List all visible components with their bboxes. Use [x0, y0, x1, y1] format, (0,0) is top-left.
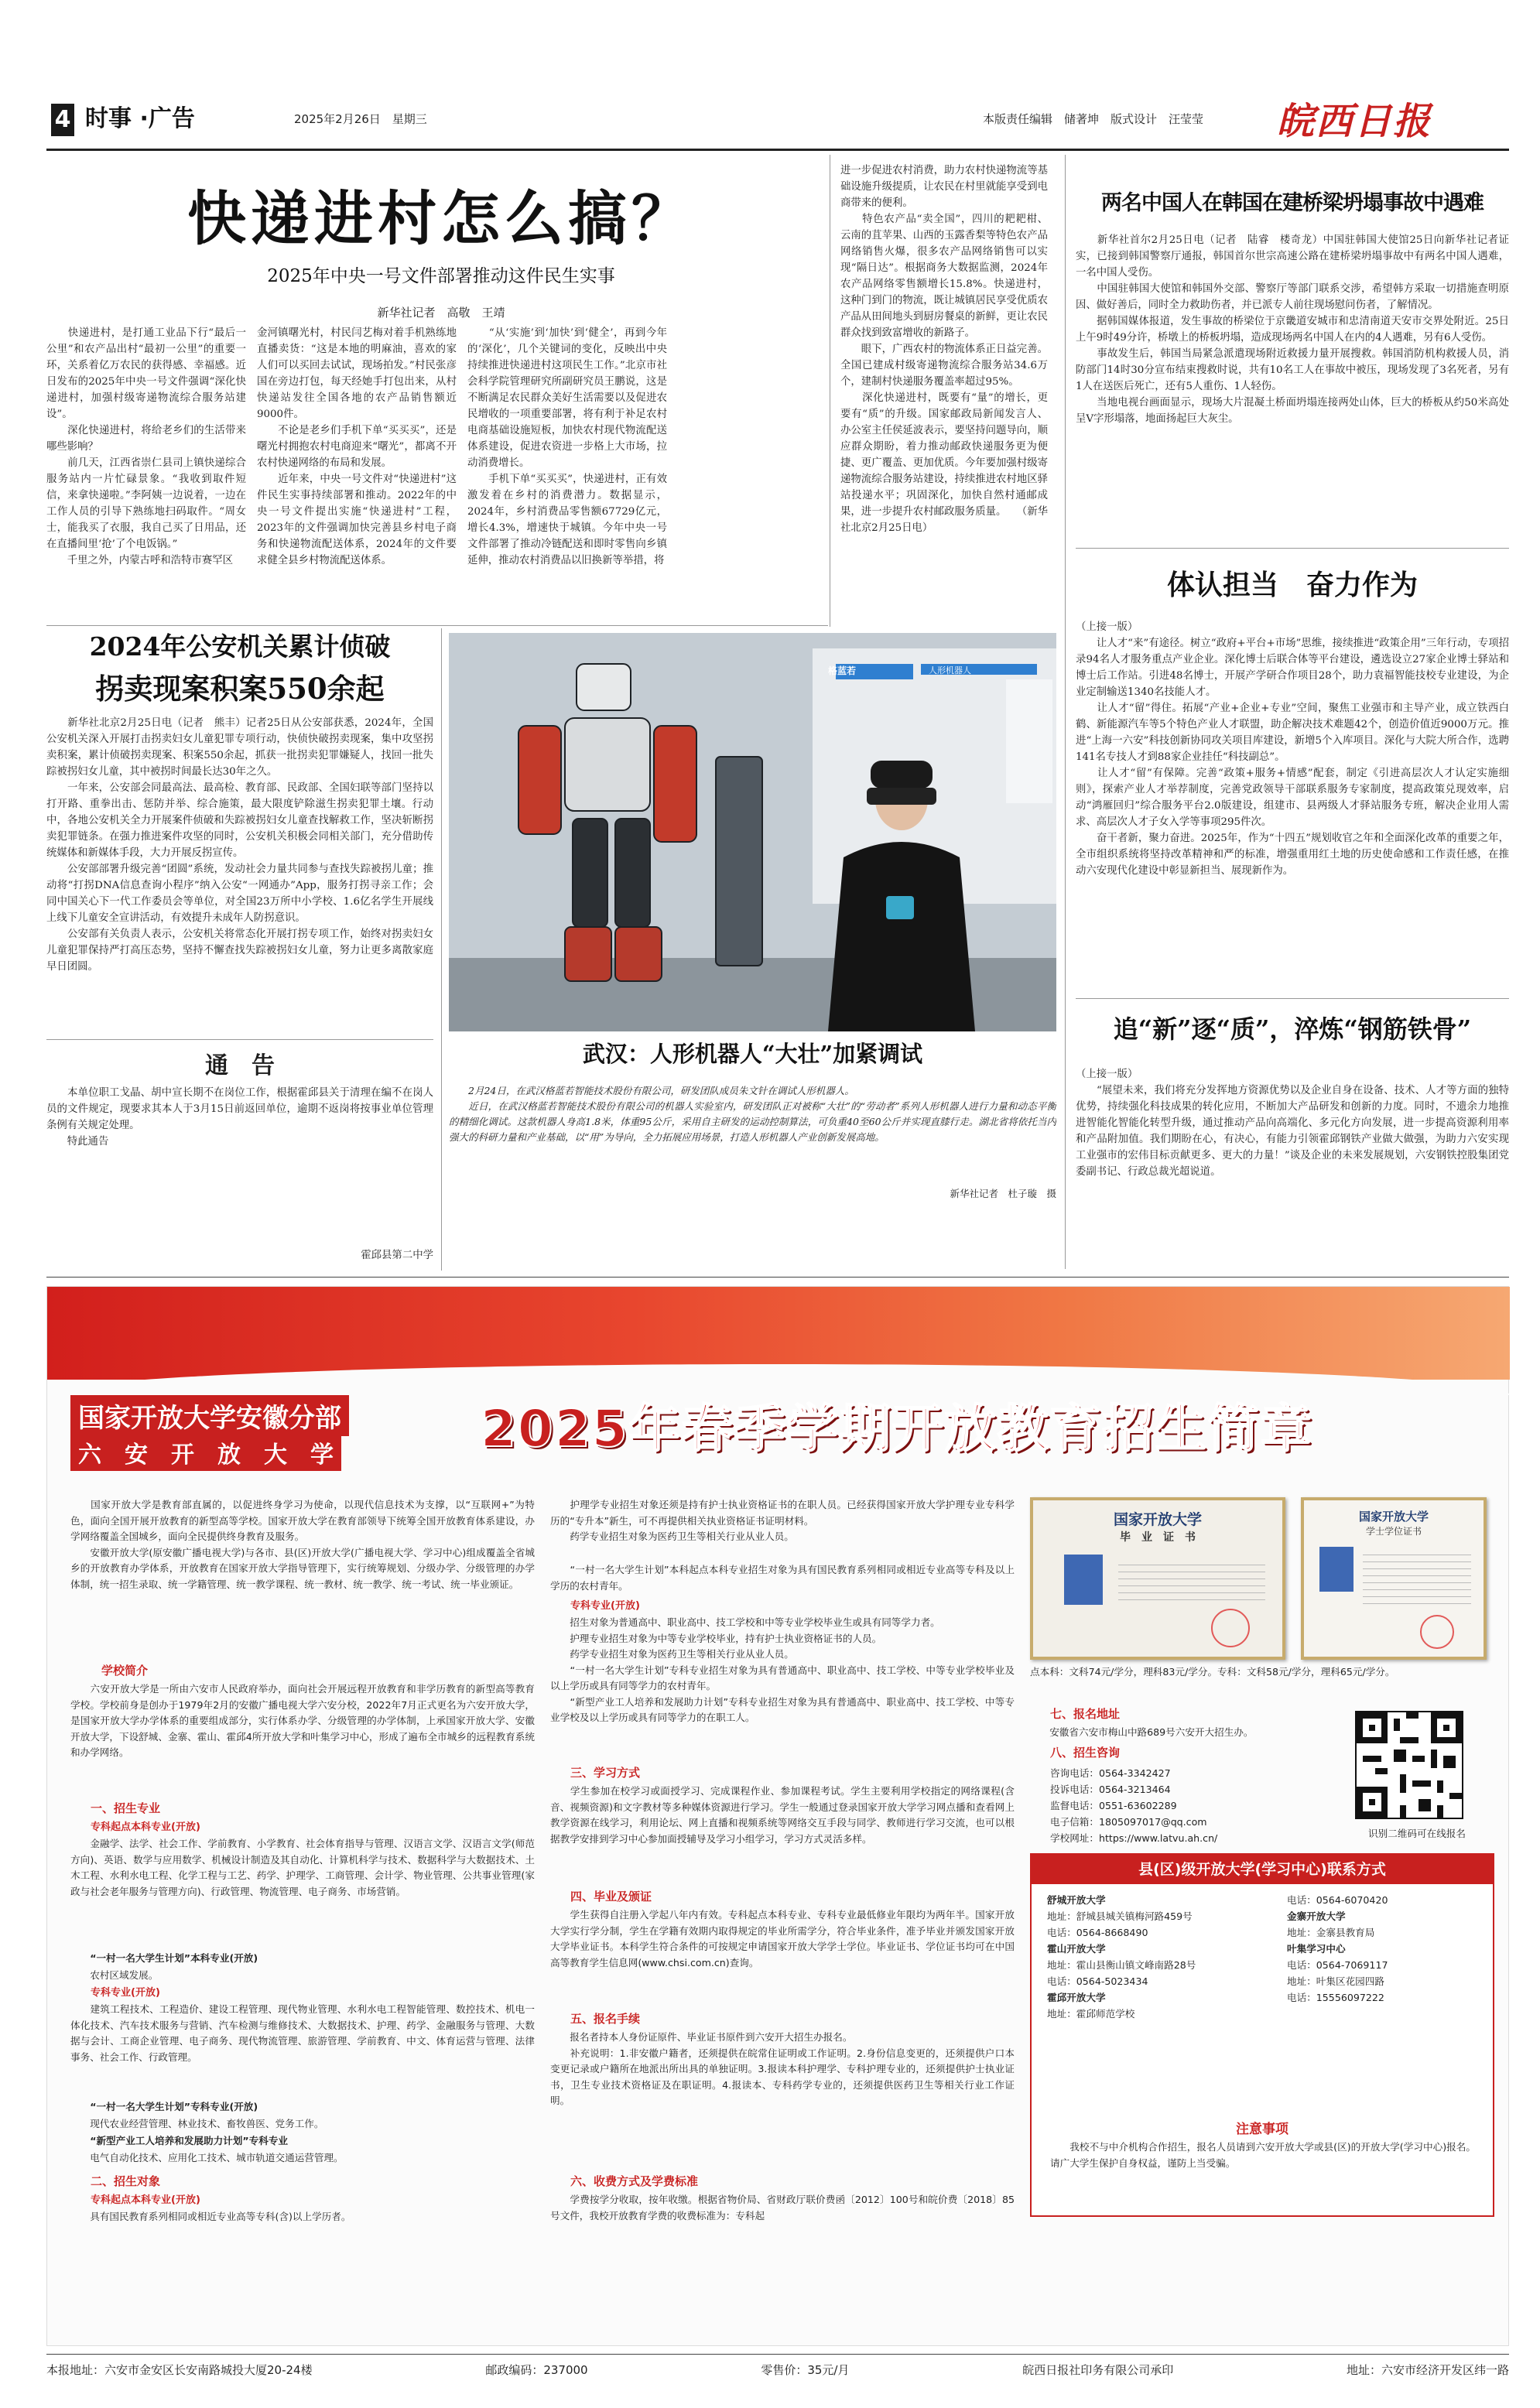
photo-caption: 2月24日，在武汉格蓝若智能技术股份有限公司，研发团队成员朱文针在调试人形机器人。 近日，在武汉格蓝若智能技术股份有限公司的机器人实验室内，研发团队正对被称“大壮”的“劳动者”系列人形机器人进行力量和动态平衡的精细化调试。这款机器人身高1.8米，体重95公斤，采用自主研发的运动控制算法，可负重40至60公斤并实现直膝行走。湖北省将依托当内强大的科研力量和产业基础，以“用”为导向，全力拓展应用场景，打造人形机器人产业创新发展高地。 [449, 1085, 1056, 1143]
article-body: 新华社首尔2月25日电（记者 陆睿 楼奇龙）中国驻韩国大使馆25日向新华社记者证实，已接到韩国警察厅通报，韩国首尔世宗高速公路在建桥梁坍塌事故中有两名中国人遇难，一名中国人受伤。 中国驻韩国大使馆和韩国外交部、警察厅等部门联系交涉，希望韩方采取一切措施查明原因、做好善后，同时全力救助伤者，并已派专人前往现场慰问伤者，了解情况。 据韩国媒体报道，发生事故的桥梁位于京畿道安城市和忠清南道天安市交界处附近。25日上午9时49分许，桥墩上的桥板坍塌，造成现场两名中国人在内的4人遇难，另有6人受伤。 事故发生后，韩国当局紧急派遣现场附近救援力量开展搜救。韩国消防机构救援人员，消防部门14时30分宣布结束搜救时说，共有10名工人在事故中被压，现场发现了3名死者，另有1人在送医后死亡，还有5人重伤、1人轻伤。 当地电视台画面显示，现场大片混凝土桥面坍塌连接两处山体，巨大的桥板从约50米高处呈V字形塌落，地面扬起巨大灰尘。 [1076, 234, 1509, 425]
qr-pattern [1357, 1712, 1462, 1818]
diploma-text-lines [1118, 1558, 1265, 1605]
diploma-photo [1064, 1555, 1103, 1605]
ad-subheading: 专科专业(开放) [570, 1600, 640, 1612]
ad-subheading: “一村一名大学生计划”本科专业(开放) [70, 1952, 258, 1964]
county-phone: 电话：0564-8668490 [1047, 1927, 1148, 1938]
county-phone: 电话：0564-5023434 [1047, 1975, 1148, 1987]
ad-text: 学生获得自注册入学起八年内有效。专科起点本科专业、专科专业最低修业年限均为两年半。国家开放大学实行学分制，学生在学籍有效期内取得规定的毕业所需学分，符合毕业条件，准予毕业并颁发国家开放大学毕业证书。本科学生符合条件的可按规定申请国家开放大学学士学位。毕业证书、学位证书均可在中国高等教育学生信息网(www.chsi.com.cn)查询。 [550, 1909, 1015, 1968]
degree-text-lines [1363, 1548, 1471, 1610]
ad-text: 护理学专业招生对象还须是持有护士执业资格证书的在职人员。已经获得国家开放大学护理专业专科学历的“专升本”新生，可不再提供相关执业资格证书证明材料。 药学专业招生对象为医药卫生等相关行业从业人员。 [550, 1499, 1015, 1542]
ad-section-heading: 学校简介 [101, 1664, 149, 1678]
article-title: 两名中国人在韩国在建桥梁坍塌事故中遇难 [1101, 191, 1484, 215]
contact-label: 监督电话： [1050, 1800, 1099, 1811]
article-title: 追“新”逐“质”，淬炼“钢筋铁骨” [1113, 1014, 1472, 1044]
footer-postcode: 邮政编码：237000 [485, 2363, 588, 2377]
article-title: 2024年公安机关累计侦破 [89, 631, 391, 662]
contact-value: 0551-63602289 [1098, 1800, 1177, 1811]
county-name: 叶集学习中心 [1287, 1943, 1346, 1955]
degree-photo [1319, 1547, 1353, 1592]
article-body: “展望未来，我们将充分发挥地方资源优势以及企业自身在设备、技术、人才等方面的独特优势，持续强化科技成果的转化应用，不断加大产品研发和创新的力度。同时，不遗余力地推进智能化智能化转型升级，通过推动产品向高端化、多元化方向发展，进一步提高资源利用率和产品附加值。我们期盼在心，有决心，有能力引领霍邱钢铁产业做大做强，为助力六安实现工业强市的宏伟目标贡献更多、更大的力量！”谈及企业的未来发展规划，六安钢铁控股集团党委副书记、行政总裁光超说道。 [1076, 1085, 1509, 1178]
degree-certificate-image [1301, 1497, 1487, 1660]
photo-panel-text: 格蓝若 [828, 665, 857, 676]
footer-address: 本报地址：六安市金安区长安南路城投大厦20-24楼 [46, 2363, 313, 2377]
article-column: 快递进村，是打通工业品下行“最后一公里”和农产品出村“最初一公里”的重要一环，关系着亿万农民的获得感、幸福感。近日发布的2025年中央一号文件强调“深化快递进村，加强村级寄递物流综合服务站建设”。 深化快递进村，将给老乡们的生活带来哪些影响？ 前几天，江西省崇仁县司上镇快递综合服务站内一片忙碌景象。“我收到取件短信，来拿快递啦。”李阿姨一边说着，一边在工作人员的引导下熟练地扫码取件。“周女士，能我买了衣服，我自己买了日用品，还在直播间里‘抢’了个电饭锅。” 千里之外，内蒙古呼和浩特市赛罕区 [46, 327, 246, 566]
article-title: 体认担当 奋力作为 [1166, 570, 1418, 601]
ad-section-heading: 七、报名地址 [1050, 1707, 1121, 1721]
county-address: 地址：舒城县城关镇梅河路459号 [1047, 1910, 1193, 1922]
ad-school-intro: 六安开放大学是一所由六安市人民政府举办，面向社会开展远程开放教育和非学历教育的新型高等教育学校。学校前身是创办于1979年2月的安徽广播电视大学六安分校，2022年7月正式更名为六安开放大学，是国家开放大学办学体系的重要组成部分，实行体系办学、分级管理的办学体制，上承国家开放大学、安徽开放大学，下设舒城、金寨、霍山、霍邱4所开放大学和叶集学习中心，形成了遍布全市城乡的远程教育系统和办学网络。 [70, 1683, 535, 1758]
footer-printer-address: 地址：六安市经济开发区纬一路 [1346, 2363, 1509, 2377]
article-body: 新华社北京2月25日电（记者 熊丰）记者25日从公安部获悉，2024年，全国公安机关深入开展打击拐卖妇女儿童犯罪专项行动，快侦快破拐卖现案，集中攻坚拐卖积案，累计侦破拐卖现案、积案550余起，抓获一批拐卖犯罪嫌疑人，找回一批失踪被拐妇女儿童，其中被拐时间最长达30年之久。 一年来，公安部会同最高法、最高检、教育部、民政部、全国妇联等部门坚持以打开路、重拳出击、惩防并举、综合施策，最大限度铲除滋生拐卖犯罪土壤。行动中，各地公安机关全力开展案件侦破和失踪被拐妇女儿童查找解救工作，坚决斩断拐卖犯罪链条。在强力推进案件攻坚的同时，公安机关积极会同相关部门，充分借助传统媒体和新媒体手段，大力开展反拐宣传。 公安部部署升级完善“团圆”系统，发动社会力量共同参与查找失踪被拐儿童；推动将“打拐DNA信息查询小程序”纳入公安“一网通办”App，服务打拐寻亲工作；会同中国关心下一代工作委员会等单位，对全国23万所中小学校、1.6亿名学生开展线上线下儿童安全宣讲活动，有效提升未成年人防拐意识。 公安部有关负责人表示，公安机关将常态化开展打拐专项工作，始终对拐卖妇女儿童犯罪保持严打高压态势，坚持不懈查找失踪被拐妇女儿童，努力让更多离散家庭早日团圆。 [46, 717, 433, 973]
ad-subheading: 专科起点本科专业(开放) [91, 1821, 200, 1833]
degree-seal [1420, 1615, 1454, 1649]
article-body: 让人才“来”有途径。树立“政府+平台+市场”思维，接续推进“政策企用”三年行动，专项招录94名人才服务重点产业企业。深化博士后联合体等平台建设，遴选设立27家企业博士驿站和博士后工作站。引进48名博士，开展产学研合作项目28个，助力袁福智能技校专业建设，为企业定制输送1340名技能人才。 让人才“留”得住。拓展“产业+企业+专业”空间，聚焦工业强市和主导产业，成立铁西白鹤、新能源汽车等5个特色产业人才联盟，助企解决技术难题42个，创造价值近9000万元。推进“上海一六安”科技创新协同攻关项目库建设，新增5个入库项目。深化与大院大所合作，选聘141名专技人才到88家企业挂任“科技副总”。 让人才“留”有保障。完善“政策+服务+情感”配套，制定《引进高层次人才认定实施细则》，探索产业人才举荐制度，完善党政领导干部联系服务专家制度，提高政策兑现效率，启动“鸿雁回归”综合服务平台2.0版建设，组建市、县两级人才驿站服务专班，解决企业用人需求、高层次人才子女入学等事项295件次。 奋干者新，聚力奋进。2025年，作为“十四五”规划收官之年和全面深化改革的重要之年，全市组织系统将坚持改革精神和严的标准，增强重用红土地的历史使命感和工作责任感，在推动六安现代化建设中彰显新担当、展现新作为。 [1076, 638, 1509, 877]
county-address: 地址：金寨县教育局 [1287, 1927, 1375, 1938]
newspaper-masthead: 皖西日报 [1277, 100, 1432, 143]
county-name: 霍邱开放大学 [1047, 1992, 1106, 2003]
ad-address: 安徽省六安市梅山中路689号六安开大招生办。 [1030, 1726, 1254, 1738]
photo-credit: 新华社记者 杜子璇 摄 [950, 1188, 1056, 1199]
county-phone: 电话：0564-7069117 [1287, 1959, 1388, 1971]
county-phone: 电话：15556097222 [1287, 1992, 1384, 2003]
contact-value: 1805097017@qq.com [1098, 1816, 1207, 1828]
ad-majors-list: 金融学、法学、社会工作、学前教育、小学教育、社会体育指导与管理、汉语言文学、汉语言文学(师范方向)、英语、数学与应用数学、机械设计制造及其自动化、计算机科学与技术、数据科学与大数据技术、土木工程、水利水电工程、化学工程与工艺、药学、护理学、工商管理、会计学、物业管理、公共事业管理(家政与社会老年服务与管理方向)、行政管理、物流管理、电子商务、市场营销。 [70, 1838, 535, 1897]
county-phone: 电话：0564-6070420 [1287, 1894, 1388, 1906]
diploma-title: 国家开放大学 [1113, 1511, 1202, 1528]
ad-text: 报名者持本人身份证原件、毕业证书原件到六安开大招生办报名。 补充说明：1.非安徽户籍者，还须提供在皖常住证明或工作证明。2.身份信息变更的，还须提供户口本变更记录或户籍所在地派出所出具的单独证明。3.报读本科护理学、专科护理专业的，还须提供护士执业证书，卫生专业技术资格证及在职证明。4.报读本、专科药学专业的，还须提供医药卫生等相关行业工作证明。 [550, 2031, 1015, 2106]
contact-label: 咨询电话： [1050, 1767, 1099, 1779]
contact-value: 0564-3213464 [1098, 1784, 1171, 1795]
contact-row [1050, 1797, 1329, 1814]
contact-row [1050, 1765, 1329, 1781]
ad-text: 具有国民教育系列相同或相近专业高等专科(含)以上学历者。 [70, 2211, 351, 2222]
contact-label: 投诉电话： [1050, 1784, 1099, 1795]
county-row [1047, 1941, 1480, 1989]
county-list [1047, 1892, 1480, 2022]
county-row [1047, 1989, 1480, 2022]
article-lead: （上接一版） [1076, 1069, 1138, 1080]
county-contact-box [1030, 1853, 1494, 2217]
article-lead: （上接一版） [1076, 621, 1138, 633]
notice-signer: 霍邱县第二中学 [361, 1250, 433, 1261]
contact-row [1050, 1814, 1329, 1830]
section-title: 时事 ·广告 [85, 105, 195, 132]
county-row [1047, 1892, 1480, 1941]
footer-price: 零售价：35元/月 [761, 2363, 850, 2377]
contact-value: 0564-3342427 [1098, 1767, 1171, 1779]
ad-text: 学费按学分收取，按年收缴。根据省物价局、省财政厅联价费函〔2012〕100号和皖价费〔2018〕85号文件，我校开放教育学费的收费标准为：专科起 [550, 2194, 1015, 2222]
degree-subtitle: 学士学位证书 [1365, 1526, 1422, 1537]
ad-org-name: 国家开放大学安徽分部 [70, 1395, 349, 1436]
page-footer [46, 2362, 1509, 2385]
issue-date: 2025年2月26日 星期三 [294, 112, 427, 126]
ad-org-name: 六 安 开 放 大 学 [70, 1434, 341, 1471]
ad-intro: 国家开放大学是教育部直属的，以促进终身学习为使命，以现代信息技术为支撑，以“互联网+”为特色，面向全国开展开放教育的新型高等学校。国家开放大学在教育部领导下统筹全国开放教育体系建设，办学网络覆盖全国城乡，面向全民提供终身教育及服务。 安徽开放大学(原安徽广播电视大学)与各市、县(区)开放大学(广播电视大学、学习中心)组成覆盖全省城乡的开放教育办学体系，开放教育在国家开放大学指导管理下，实行统筹规划、分级办学、分级管理的办学体制，统一招生录取、统一学籍管理、统一教学课程、统一教材、统一教学、统一考试、统一毕业颁证。 [70, 1499, 535, 1590]
header-rule [46, 149, 1509, 151]
contact-value: https://www.latvu.ah.cn/ [1098, 1832, 1218, 1844]
footer-printer: 皖西日报社印务有限公司承印 [1022, 2363, 1174, 2377]
article-column: “从‘实施’到‘加快’到‘健全’，再到今年的‘深化’，几个关键词的变化，反映出中央持续推进快递进村这项民生工作。”北京市社会科学院管理研究所副研究员王鹏说，这是不断满足农民群众美好生活需要以及促进农民增收的一项重要部署，将有利于补足农村电商基础设施短板，加快农村现代物流配送体系建设，促进农资进一步格上大市场，拉动消费增长。 手机下单“买买买”，快递进村，正有效激发着在乡村的消费潜力。数据显示，2024年，乡村消费品零售额67729亿元，增长4.3%，增速快于城镇。今年中央一号文件部署了推动冷链配送和即时零售向乡镇延伸，推动农村消费品以旧换新等举措，将 [467, 327, 667, 566]
photo-panel-text: 人形机器人 [929, 665, 971, 676]
county-box-title: 县(区)级开放大学(学习中心)联系方式 [1032, 1855, 1493, 1884]
ad-text: 学生参加在校学习或面授学习、完成课程作业、参加课程考试。学生主要利用学校指定的网络课程(含音、视频资源)和文字教材等多种媒体资源进行学习。学生一般通过登录国家开放大学学习网点播和查看网上教学资源在线学习，利用论坛、网上直播和视频系统等网络交互手段与同学、教师进行学习交流，也可以根据教学安排到学习中心参加面授辅导及学习小组学习，学习方式灵活多样。 [550, 1785, 1015, 1845]
article-title: 快递进村怎么搞？ [187, 184, 695, 253]
diploma-seal [1211, 1609, 1250, 1647]
ad-section-heading: 六、收费方式及学费标准 [570, 2174, 699, 2188]
ad-headline: 2025年春季学期开放教育招生简章 [481, 1399, 1313, 1459]
article-column: 金河镇曙光村，村民闫艺梅对着手机熟练地直播卖货：“这是本地的明麻油，喜欢的家人们可以买回去试试，现场拍发。”村民张彦国在旁边打包，每天经她手打包出来，从村快递站发往全国各地的农产品销售额近9000件。 不论是老乡们手机下单“买买买”，还是曙光村拥抱农村电商迎来“曙光”，都离不开农村快递网络的布局和发展。 近年来，中央一号文件对“快递进村”这件民生实事持续部署和推动。2022年的中央一号文件提出实施“快递进村”工程，2023年的文件强调加快完善县乡村电子商务和快递物流配送体系，2024年的文件要求健全县乡村物流配送体系。 [257, 327, 457, 566]
county-address: 地址：叶集区花园四路 [1287, 1975, 1384, 1987]
contact-row [1050, 1781, 1329, 1797]
ad-subheading: “新型产业工人培养和发展助力计划”专科专业 [70, 2135, 289, 2146]
ad-text: 招生对象为普通高中、职业高中、技工学校和中等专业学校毕业生或具有同等学力者。 护理专业招生对象为中等专业学校毕业，持有护士执业资格证书的人员。 药学专业招生对象为医药卫生等相关行业从业人员。 “一村一名大学生计划”专科专业招生对象为具有普通高中、职业高中、技工学校、中等专业学校毕业及以上学历或具有同等学力的农村青年。 “新型产业工人培养和发展助力计划”专科专业招生对象为具有普通高中、职业高中、技工学校、中等专业学校及以上学历或具有同等学力的在职工人。 [550, 1616, 1015, 1723]
contact-label: 电子信箱： [1050, 1816, 1099, 1828]
notes-body: 我校不与中介机构合作招生，报名人员请到六安开放大学或县(区)的开放大学(学习中心)报名。请广大学生保护自身权益，谨防上当受骗。 [1050, 2141, 1476, 2169]
county-address: 地址：霍山县衡山镇文峰南路28号 [1047, 1959, 1196, 1971]
news-photo [449, 633, 1056, 1031]
article-column: 进一步促进农村消费，助力农村快递物流等基础设施升级提质，让农民在村里就能享受到电商带来的便利。 特色农产品“卖全国”，四川的耙耙柑、云南的苴苹果、山西的玉露香梨等特色农产品网络销售火爆，很多农产品网络销售可以实现“隔日达”。根据商务大数据监测，2024年农产品网络零售额增长15.8%。快递进村，这种门到门的物流，既让城镇居民享受优质农产品从田间地头到厨房餐桌的新鲜，更让农民群众找到致富增收的新路子。 眼下，广西农村的物流体系正日益完善。全国已建成村级寄递物流综合服务站34.6万个，建制村快递服务覆盖率超过95%。 深化快递进村，既要有“量”的增长，更要有“质”的升级。国家邮政局新闻发言人、办公室主任侯延波表示，要坚持问题导向，顺应群众期盼，着力推动邮政快递服务更为便捷、更广覆盖、更加优质。今年要加强村级寄递物流综合服务站建设，持续推进农村地区驿站投递水平；巩固深化，加快自然村通邮成果，进一步提升农村邮政服务质量。 （新华社北京2月25日电） [840, 165, 1048, 534]
article-byline: 新华社记者 高敬 王靖 [377, 306, 505, 320]
article-title-line2: 拐卖现案积案550余起 [95, 672, 385, 706]
page-header [46, 97, 1509, 144]
ad-subheading: 专科起点本科专业(开放) [91, 2194, 200, 2206]
county-name: 霍山开放大学 [1047, 1943, 1106, 1955]
diploma-image [1030, 1497, 1285, 1660]
article-subtitle: 2025年中央一号文件部署推动这件民生实事 [267, 266, 615, 286]
ad-section-heading: 八、招生咨询 [1050, 1746, 1121, 1760]
diploma-subtitle: 毕 业 证 书 [1120, 1531, 1196, 1544]
qr-code-icon[interactable] [1355, 1711, 1463, 1819]
county-address: 地址：霍邱师范学校 [1047, 2008, 1135, 2020]
ad-text: “一村一名大学生计划”本科起点本科专业招生对象为具有国民教育系列相同或相近专业高等专科及以上学历的农村青年。 [550, 1564, 1015, 1592]
notice-body: 本单位职工戈晶、胡中宣长期不在岗位工作，根据霍邱县关于清理在编不在岗人员的文件规定，现要求其本人于3月15日前返回单位，逾期不返岗将按事业单位管理条例有关规定处理。 特此通告 [46, 1087, 433, 1148]
photo-caption-title: 武汉：人形机器人“大壮”加紧调试 [582, 1041, 923, 1067]
ad-section-heading: 一、招生专业 [91, 1801, 161, 1815]
contact-list [1050, 1765, 1329, 1846]
ad-section-heading: 三、学习方式 [570, 1766, 641, 1780]
page-number: 4 [51, 104, 74, 136]
ad-section-heading: 四、毕业及颁证 [570, 1890, 652, 1903]
ad-banner [47, 1287, 1510, 1380]
ad-fee-text: 点本科：文科74元/学分，理科83元/学分。专科：文科58元/学分，理科65元/学分。 [1030, 1666, 1395, 1678]
notice-title: 通 告 [205, 1052, 275, 1079]
ad-section-heading: 五、报名手续 [570, 2012, 641, 2026]
county-name: 舒城开放大学 [1047, 1894, 1106, 1906]
ad-section-heading: 二、招生对象 [91, 2174, 161, 2188]
notes-title: 注意事项 [1236, 2122, 1288, 2137]
ad-majors-list: 建筑工程技术、工程造价、建设工程管理、现代物业管理、水利水电工程智能管理、数控技术、机电一体化技术、汽车技术服务与营销、汽车检测与维修技术、大数据技术、护理、药学、金融服务与管理、大数据与会计、工商企业管理、电子商务、现代物流管理、旅游管理、学前教育、中文、体育运营与管理、法律事务、社会工作、行政管理。 [70, 2003, 535, 2063]
ad-majors-list: 电气自动化技术、应用化工技术、城市轨道交通运营管理。 [70, 2152, 344, 2163]
ad-subheading: “一村一名大学生计划”专科专业(开放) [70, 2101, 258, 2112]
contact-row [1050, 1830, 1329, 1846]
qr-code-label: 识别二维码可在线报名 [1368, 1828, 1466, 1839]
degree-title: 国家开放大学 [1358, 1510, 1429, 1524]
contact-label: 学校网址： [1050, 1832, 1099, 1844]
editors-credit: 本版责任编辑 储著坤 版式设计 汪莹莹 [983, 112, 1204, 126]
ad-subheading: 专科专业(开放) [91, 1987, 160, 1999]
photo-illustration [449, 633, 1056, 1031]
county-name: 金寨开放大学 [1287, 1910, 1346, 1922]
ad-majors-list: 现代农业经营管理、林业技术、畜牧兽医、党务工作。 [70, 2118, 324, 2129]
ad-majors-list: 农村区域发展。 [70, 1969, 159, 1981]
enrollment-advertisement [46, 1286, 1509, 2346]
